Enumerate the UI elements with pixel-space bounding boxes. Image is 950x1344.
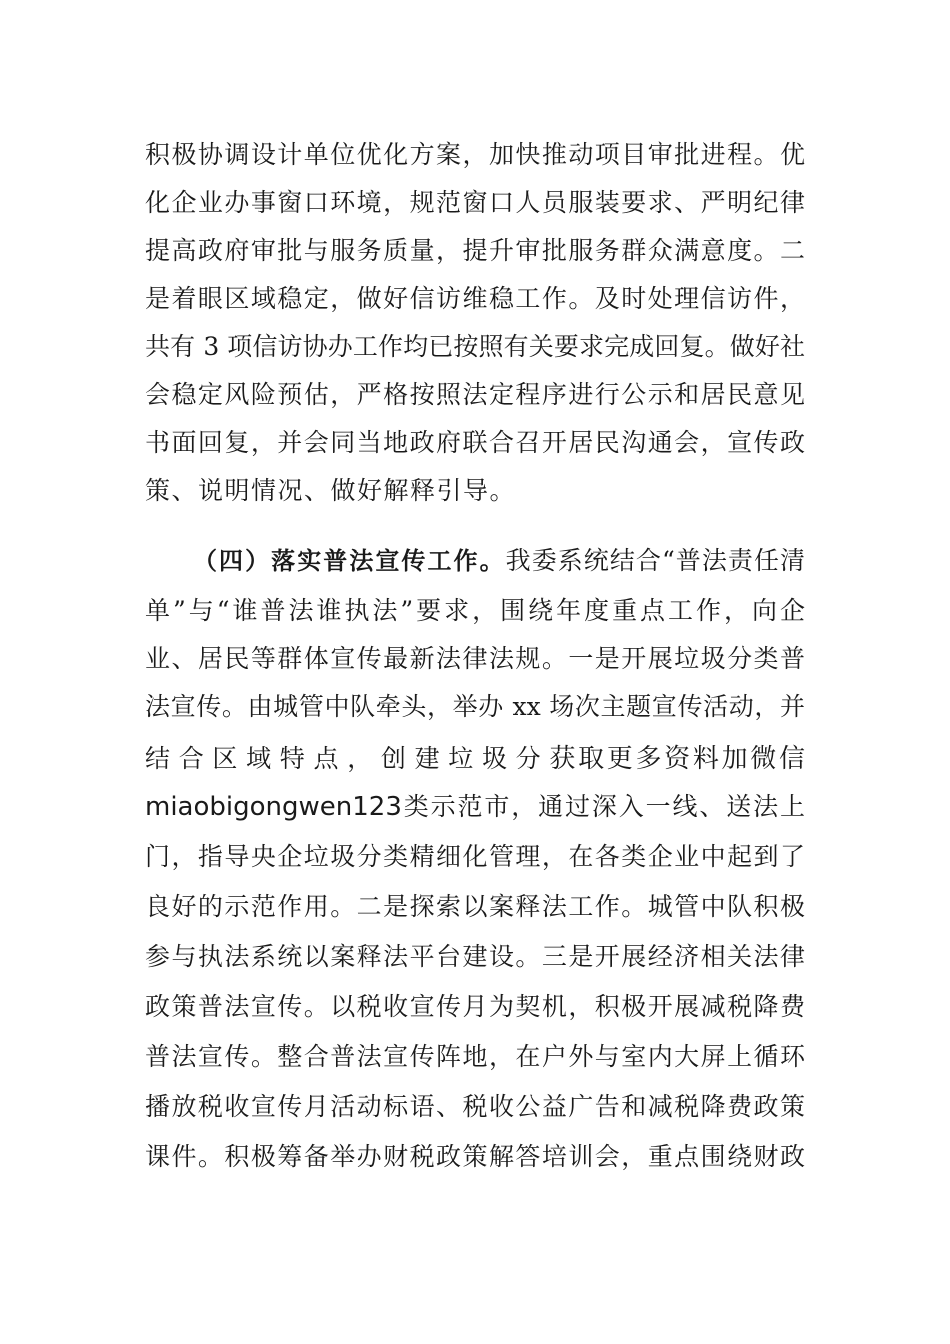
text-line: 策、说明情况、做好解释引导。 <box>145 476 517 505</box>
text-span: 结合区域特点，创建垃圾分 <box>145 744 550 773</box>
text-line <box>145 739 805 779</box>
text-line: 是着眼区域稳定，做好信访维稳工作。及时处理信访件， <box>145 284 805 313</box>
section-heading: （四）落实普法宣传工作。 <box>193 547 506 575</box>
text-line: 共有 3 项信访协办工作均已按照有关要求完成回复。做好社 <box>145 332 805 361</box>
text-line: 课件。积极筹备举办财税政策解答培训会，重点围绕财政 <box>145 1142 805 1171</box>
text-line: 业、居民等群体宣传最新法律法规。一是开展垃圾分类普 <box>145 644 805 673</box>
text-line: 单”与“谁普法谁执法”要求，围绕年度重点工作，向企 <box>145 596 805 625</box>
text-line: 提高政府审批与服务质量，提升审批服务群众满意度。二 <box>145 236 805 265</box>
promo-wechat-id: miaobigongwen123 <box>145 792 402 822</box>
text-line: 积极协调设计单位优化方案，加快推动项目审批进程。优 <box>145 140 805 169</box>
text-line: 良好的示范作用。二是探索以案释法工作。城管中队积极 <box>145 892 805 921</box>
text-line: 化企业办事窗口环境，规范窗口人员服装要求、严明纪律 <box>145 188 805 217</box>
text-line: 播放税收宣传月活动标语、税收公益广告和减税降费政策 <box>145 1092 805 1121</box>
text-line: 法宣传。由城管中队牵头，举办 xx 场次主题宣传活动，并 <box>145 692 805 721</box>
section-heading-line <box>193 541 805 581</box>
text-line: 普法宣传。整合普法宣传阵地，在户外与室内大屏上循环 <box>145 1042 805 1071</box>
text-span: 我委系统结合“普法责任清 <box>505 546 805 575</box>
text-line <box>145 787 805 827</box>
text-span: 类示范市，通过深入一线、送法上 <box>401 792 805 821</box>
text-line: 政策普法宣传。以税收宣传月为契机，积极开展减税降费 <box>145 992 805 1021</box>
text-line: 书面回复，并会同当地政府联合召开居民沟通会，宣传政 <box>145 428 805 457</box>
promo-text: 获取更多资料加微信 <box>549 744 805 774</box>
text-line: 会稳定风险预估，严格按照法定程序进行公示和居民意见 <box>145 380 805 409</box>
text-line: 参与执法系统以案释法平台建设。三是开展经济相关法律 <box>145 942 805 971</box>
text-line: 门，指导央企垃圾分类精细化管理，在各类企业中起到了 <box>145 842 805 871</box>
